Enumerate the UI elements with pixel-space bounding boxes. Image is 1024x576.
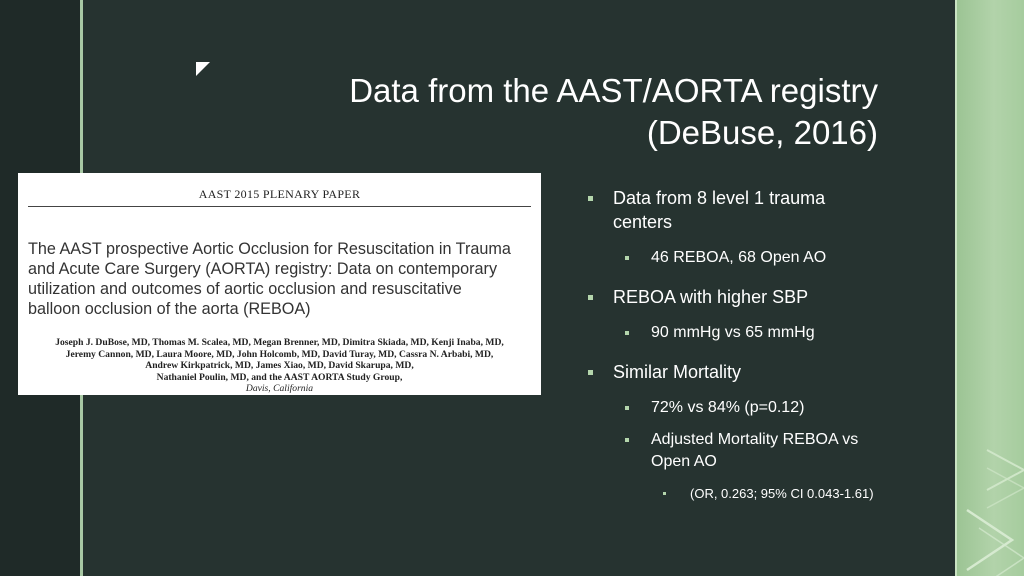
paper-screenshot — [18, 173, 541, 395]
paper-author-line: Joseph J. DuBose, MD, Thomas M. Scalea, MD, Megan Brenner, MD, Dimitra Skiada, MD, Kenji Inaba, MD, — [55, 337, 504, 348]
paper-title — [28, 239, 538, 319]
bullet-square-icon — [625, 406, 629, 410]
bullet-square-icon — [588, 196, 593, 201]
paper-header: AAST 2015 PLENARY PAPER — [198, 187, 361, 201]
paper-author-names: Nathaniel Poulin, MD, and the AAST AORTA Study Group, — [156, 371, 403, 383]
bullet-text: Similar Mortality — [613, 362, 742, 382]
bullet-text: Open AO — [651, 453, 717, 470]
bullet-text: 90 mmHg vs 65 mmHg — [651, 324, 815, 341]
paper-authors — [18, 337, 541, 395]
bullet-text: 46 REBOA, 68 Open AO — [651, 249, 827, 266]
paper-divider — [28, 206, 531, 207]
paper-author-line-last — [18, 372, 541, 395]
bullet-text: centers — [613, 212, 673, 232]
bullet-square-icon — [588, 370, 593, 375]
slide-title-line-1: Data from the AAST/AORTA registry — [349, 72, 878, 109]
paper-title-line: utilization and outcomes of aortic occlusion and resuscitative — [28, 280, 462, 298]
slide-title-line-2: (DeBuse, 2016) — [646, 114, 878, 151]
paper-title-line: balloon occlusion of the aorta (REBOA) — [28, 300, 311, 318]
slide-title — [238, 70, 878, 154]
bullet-text: (OR, 0.263; 95% CI 0.043-1.61) — [690, 486, 874, 501]
paper-title-line: and Acute Care Surgery (AORTA) registry: Data on contemporary — [28, 260, 498, 278]
bullet-text: REBOA with higher SBP — [613, 287, 809, 307]
paper-author-line: Jeremy Cannon, MD, Laura Moore, MD, John Holcomb, MD, David Turay, MD, Cassra N. Arbabi, MD, — [65, 348, 494, 360]
triangle-corner-icon — [196, 62, 212, 78]
paper-title-line: The AAST prospective Aortic Occlusion for Resuscitation in Trauma — [28, 240, 511, 258]
bullet-square-icon — [588, 295, 593, 300]
bullet-text: Data from 8 level 1 trauma — [613, 188, 826, 208]
bullet-text: 72% vs 84% (p=0.12) — [651, 399, 805, 416]
bullet-square-icon — [663, 492, 666, 495]
bullet-text: Adjusted Mortality REBOA vs — [651, 431, 859, 448]
chevron-pattern-icon — [957, 440, 1024, 576]
paper-author-line: Andrew Kirkpatrick, MD, James Xiao, MD, David Skarupa, MD, — [145, 360, 414, 371]
bullet-square-icon — [625, 256, 629, 260]
bullet-square-icon — [625, 331, 629, 335]
bullet-square-icon — [625, 438, 629, 442]
paper-affiliation: Davis, California — [245, 383, 314, 394]
